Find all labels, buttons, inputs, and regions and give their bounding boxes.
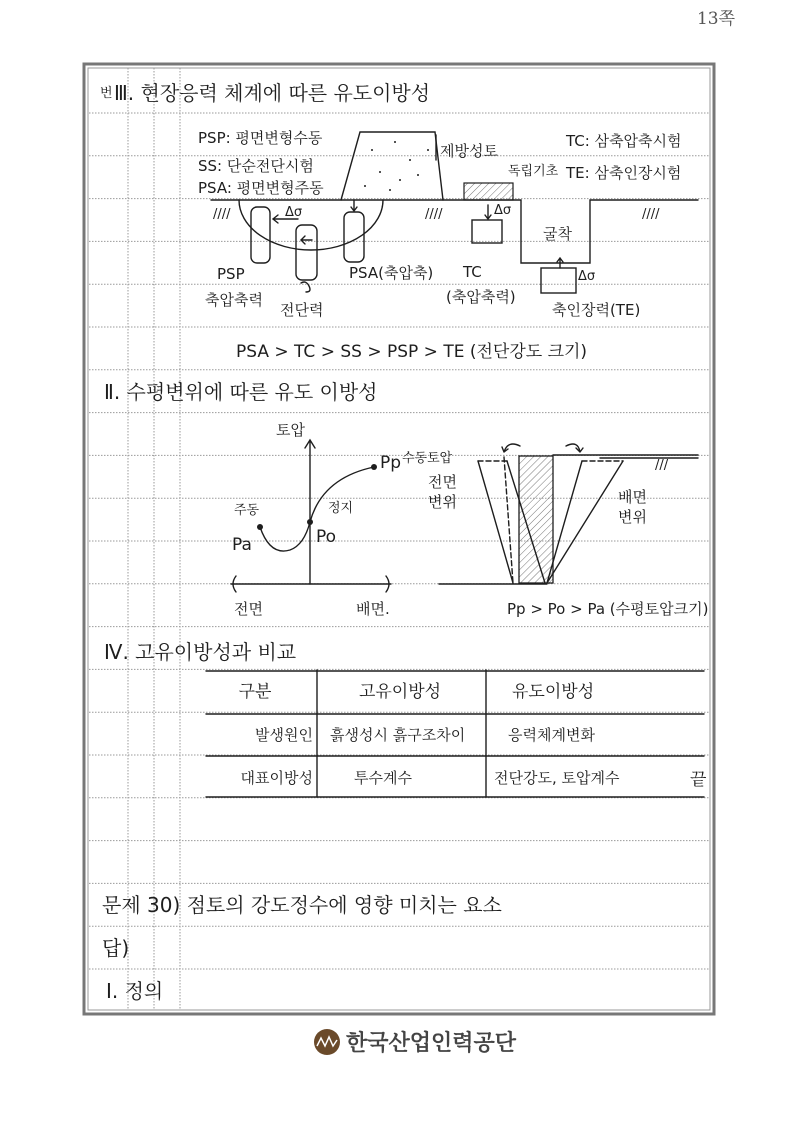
- marker-label: 번: [100, 86, 113, 101]
- te-force-label: 축인장력(TE): [552, 301, 641, 319]
- section3-title: Ⅲ. 현장응력 체계에 따른 유도이방성: [114, 81, 431, 105]
- tc-sample: [472, 220, 502, 243]
- end-mark: 끝: [690, 770, 707, 790]
- legend-psa: PSA: 평면변형주동: [198, 179, 324, 197]
- pa-desc: 주동: [234, 503, 260, 518]
- ground-hatch-1: ////: [213, 207, 231, 222]
- ground-hatch-3: ////: [642, 207, 660, 222]
- psp-force-label: 축압축력: [205, 291, 263, 309]
- table-cell: 응력체계변화: [508, 726, 595, 744]
- sheet-border: [84, 64, 714, 1014]
- pa-point: [257, 524, 263, 530]
- ground-hatch-2: ////: [425, 207, 443, 222]
- section2-title: Ⅱ. 수평변위에 따른 유도 이방성: [104, 380, 378, 404]
- psa-label: PSA(축압축): [349, 264, 434, 282]
- pp-label: Pp: [380, 453, 402, 473]
- ruled-lines: [89, 68, 710, 1010]
- footing-shape: [464, 183, 513, 200]
- pp-point: [371, 464, 377, 470]
- footer-logo: [314, 1029, 517, 1056]
- left-direction-label: 전면: [234, 600, 263, 618]
- y-axis-label: 토압: [276, 421, 305, 439]
- question-title: 문제 30) 점토의 강도정수에 영향 미치는 요소: [102, 893, 502, 917]
- table-cell: 흙생성시 흙구조차이: [330, 726, 466, 744]
- embankment-shape: [341, 132, 443, 200]
- front-arrow: [502, 444, 520, 452]
- tc-force-label: (축압축력): [446, 288, 516, 306]
- legend-ss: SS: 단순전단시험: [198, 157, 314, 175]
- po-label: Po: [316, 527, 337, 547]
- embankment-dots: [364, 141, 429, 191]
- comparison-table: [206, 670, 707, 797]
- table-cell: 대표이방성: [240, 769, 313, 787]
- back-disp-2: 변위: [618, 508, 647, 526]
- footing-label: 독립기초: [508, 164, 559, 179]
- table-header-category: 구분: [238, 682, 272, 702]
- section3-summary: PSA > TC > SS > PSP > TE (전단강도 크기): [236, 342, 588, 362]
- back-disp-1: 배면: [618, 488, 647, 506]
- table-header-inherent: 고유이방성: [358, 682, 442, 702]
- table-cell: 전단강도, 토압계수: [494, 769, 620, 787]
- surface-hatch: ///: [655, 458, 669, 473]
- psp-delta-sigma: Δσ: [285, 205, 303, 220]
- x-axis: [231, 576, 391, 592]
- ss-force-label: 전단력: [280, 301, 324, 319]
- pa-label: Pa: [232, 535, 252, 555]
- legend-tc: TC: 삼축압축시험: [566, 132, 682, 150]
- back-arrow: [566, 444, 583, 452]
- po-point: [307, 519, 313, 525]
- backfill-surface: [553, 455, 698, 458]
- psp-label: PSP: [217, 265, 245, 283]
- org-name: 한국산업인력공단: [346, 1031, 517, 1056]
- tc-label: TC: [463, 263, 482, 281]
- front-disp-1: 전면: [428, 473, 457, 491]
- definition-heading: Ⅰ. 정의: [106, 979, 164, 1003]
- earth-pressure-graph: [231, 421, 453, 618]
- table-header-induced: 유도이방성: [512, 682, 595, 702]
- retaining-wall-diagram: [428, 444, 708, 618]
- right-direction-label: 배면.: [356, 600, 390, 618]
- ss-sample: [296, 225, 317, 280]
- page-number: 13쪽: [696, 9, 735, 29]
- front-disp-2: 변위: [428, 493, 457, 511]
- section4-title: Ⅳ. 고유이방성과 비교: [104, 640, 297, 664]
- legend-psp: PSP: 평면변형수동: [198, 129, 323, 147]
- legend-te: TE: 삼축인장시험: [566, 164, 682, 182]
- excavation-label: 굴착: [543, 225, 572, 243]
- pp-desc: 수동토압: [402, 451, 453, 466]
- te-delta-sigma: Δσ: [578, 269, 596, 284]
- wall-shape: [519, 456, 553, 583]
- section2-summary: Pp > Po > Pa (수평토압크기): [507, 600, 709, 618]
- po-desc: 정지: [328, 501, 354, 516]
- embankment-label: 제방성토: [440, 142, 498, 160]
- sheet-inner-border: [88, 68, 710, 1010]
- table-cell: 발생원인: [255, 726, 313, 744]
- tc-delta-sigma: Δσ: [494, 203, 512, 218]
- answer-label: 답): [102, 936, 130, 960]
- te-sample: [541, 268, 576, 293]
- table-cell: 투수계수: [354, 769, 412, 787]
- psa-sample: [344, 212, 364, 262]
